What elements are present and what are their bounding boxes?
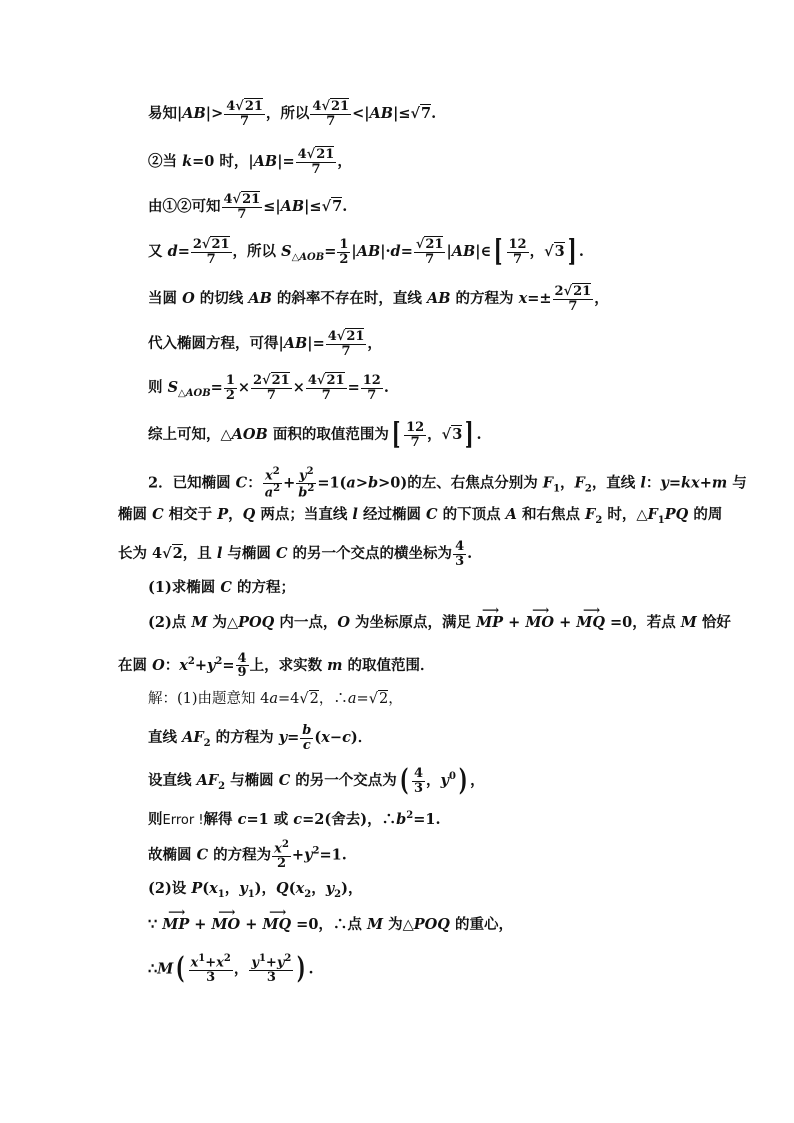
solution-2-line-7: ∵ ⟶ MP + ⟶ MO + ⟶ MQ =0，∴点 M 为△POQ 的重心，	[148, 914, 724, 936]
solution-2-line-8: ∴M( $\frac{x^1+x^2}{3}$ ， $\frac{y^1+y^2}{3}$ ) .	[148, 951, 314, 987]
solution-2-line-1: 解：(1)由题意知 4a=4√2，∴a=√2，	[148, 691, 403, 707]
solution-line-1: 易知|AB|> $\frac{4√21}{7}$ ，所以 $\frac{4√21}{7}$ <|AB|≤√7.	[148, 99, 437, 129]
solution-2-line-5: 故椭圆 C 的方程为 $\frac{x^2}{2}$ $+y^2=1$.	[148, 839, 347, 871]
question-2-line-1: (2)点 M 为△POQ 内一点，O 为坐标原点，满足 ⟶ MP + ⟶ MO + ⟶ MQ =0，若点 M 恰好	[148, 612, 724, 634]
solution-line-4: 又 d= $\frac{2√21}{7}$ ，所以 $S_{\triangle AOB}=$ $\frac{1}{2}$ |AB|·d= $\frac{√21}{7}$ |AB|∈[ $\frac{12}{7}$ ，√3] .	[148, 234, 584, 269]
solution-line-2: ②当 k=0 时，|AB|= $\frac{4√21}{7}$ ，	[148, 147, 352, 177]
problem-2-line-1: 2．已知椭圆 C： $\frac{x^2}{a^2}$ + $\frac{y^2}{b^2}$ =1(a>b>0)的左、右焦点分别为 $F_1$，$F_2$，直线 l：y=kx+m 与	[148, 466, 747, 501]
solution-line-6: 代入椭圆方程，可得|AB|= $\frac{4√21}{7}$ ，	[148, 329, 382, 359]
solution-line-3: 由①②可知 $\frac{4√21}{7}$ ≤|AB|≤√7.	[148, 192, 348, 222]
solution-2-line-2: 直线 $AF_2$ 的方程为 y= $\frac{b}{c}$ (x−c)．	[148, 723, 373, 753]
solution-2-line-4: 则Error !解得 c=1 或 c=2(舍去)，$\therefore b^2=1$.	[148, 810, 441, 828]
solution-2-line-6: (2)设 $P(x_1$，$y_1$)，$Q(x_2$，$y_2$)，	[148, 880, 363, 900]
question-2-line-2: 在圆 O：$x^2+y^2=$ $\frac{4}{9}$ 上，求实数 m 的取值范围．	[118, 650, 435, 681]
solution-line-7: 则 $S_{\triangle AOB}=$ $\frac{1}{2}$ × $\frac{2√21}{7}$ × $\frac{4√21}{7}$ = $\frac{12}{7}$ .	[148, 373, 389, 403]
problem-2-line-3: 长为 4√2，且 l 与椭圆 C 的另一个交点的横坐标为 $\frac{4}{3}$ .	[118, 539, 473, 569]
question-1: (1)求椭圆 C 的方程；	[148, 579, 295, 596]
solution-line-5: 当圆 O 的切线 AB 的斜率不存在时，直线 AB 的方程为 x=± $\frac{2√21}{7}$ ，	[148, 284, 609, 314]
problem-2-line-2: 椭圆 C 相交于 P，Q 两点；当直线 l 经过椭圆 C 的下顶点 A 和右焦点 $F_2$ 时，$\triangle F_1PQ$ 的周	[118, 506, 723, 526]
solution-2-line-3: 设直线 $AF_2$ 与椭圆 C 的另一个交点为( $\frac{4}{3}$ ，$y^0$) ，	[148, 763, 485, 798]
solution-line-8: 综上可知，△AOB 面积的取值范围为[ $\frac{12}{7}$ ，√3] .	[148, 417, 482, 452]
